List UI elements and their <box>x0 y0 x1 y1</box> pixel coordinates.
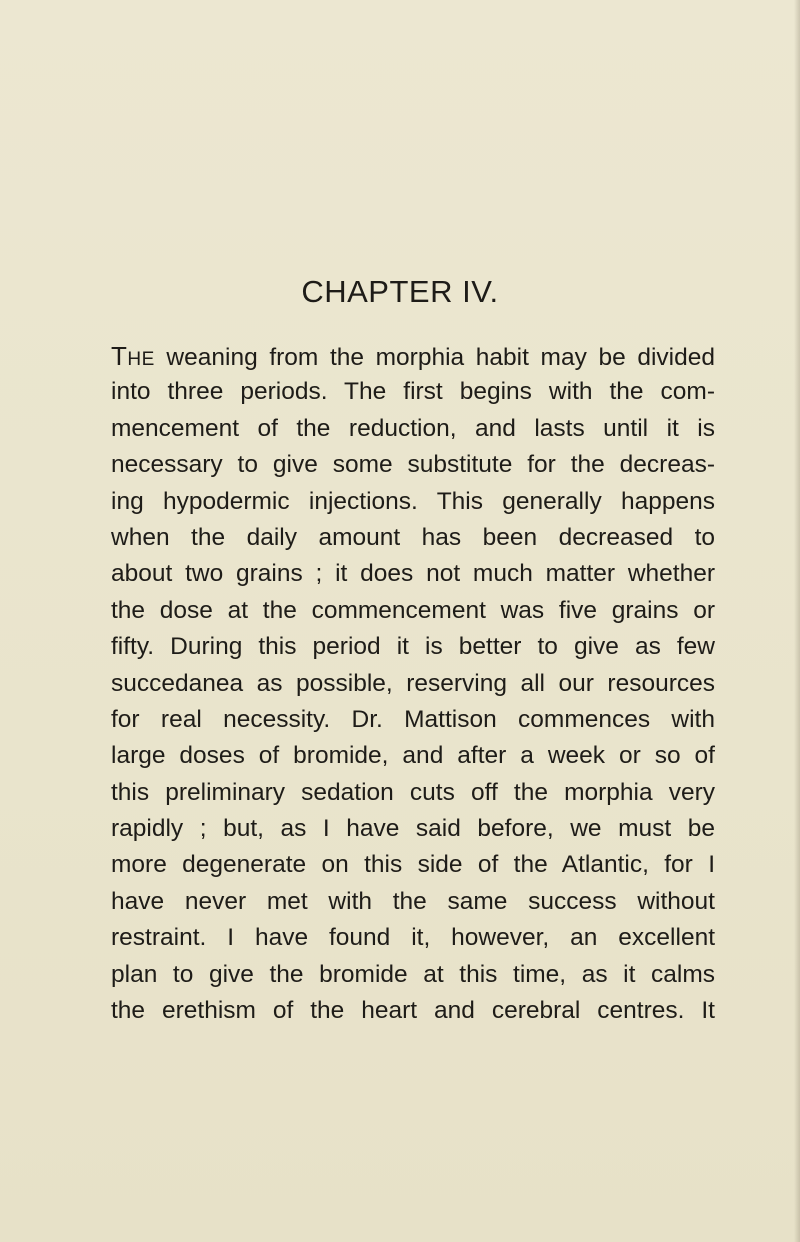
paragraph-line: when the daily amount has been decreased to <box>111 523 715 551</box>
paragraph-line: succedanea as possible, reserving all our resources <box>111 669 715 697</box>
paragraph-line: fifty. During this period it is better to give as few <box>111 633 715 661</box>
line-1-text: weaning from the morphia habit may be divided <box>154 344 715 371</box>
first-word-initial: T <box>111 341 128 371</box>
paragraph-line: necessary to give some substitute for the decreas- <box>111 451 715 479</box>
paragraph-line: restraint. I have found it, however, an excellent <box>111 924 715 952</box>
chapter-title: CHAPTER IV. <box>301 274 499 309</box>
first-word-smallcaps: HE <box>127 349 155 370</box>
paragraph-line: rapidly ; but, as I have said before, we must be <box>111 815 715 843</box>
paragraph-line: have never met with the same success without <box>111 887 715 915</box>
paragraph-line: plan to give the bromide at this time, as it calms <box>111 960 715 988</box>
paragraph-line: large doses of bromide, and after a week or so of <box>111 742 715 770</box>
paragraph-line: the dose at the commencement was five grains or <box>111 596 715 624</box>
paragraph-line: more degenerate on this side of the Atlantic, for I <box>111 851 715 879</box>
paragraph-line: into three periods. The first begins with the com- <box>111 378 715 406</box>
page-edge-shadow <box>794 0 800 1242</box>
paragraph-line: for real necessity. Dr. Mattison commences with <box>111 705 715 733</box>
paragraph-line: ing hypodermic injections. This generally happens <box>111 487 715 515</box>
paragraph-line-1 <box>111 338 715 374</box>
paragraph-line: mencement of the reduction, and lasts until it is <box>111 414 715 442</box>
paragraph-line: about two grains ; it does not much matter whether <box>111 560 715 588</box>
paragraph-line: this preliminary sedation cuts off the morphia very <box>111 778 715 806</box>
paragraph-line: the erethism of the heart and cerebral centres. It <box>111 997 715 1025</box>
chapter-body-paragraph <box>111 338 715 1029</box>
